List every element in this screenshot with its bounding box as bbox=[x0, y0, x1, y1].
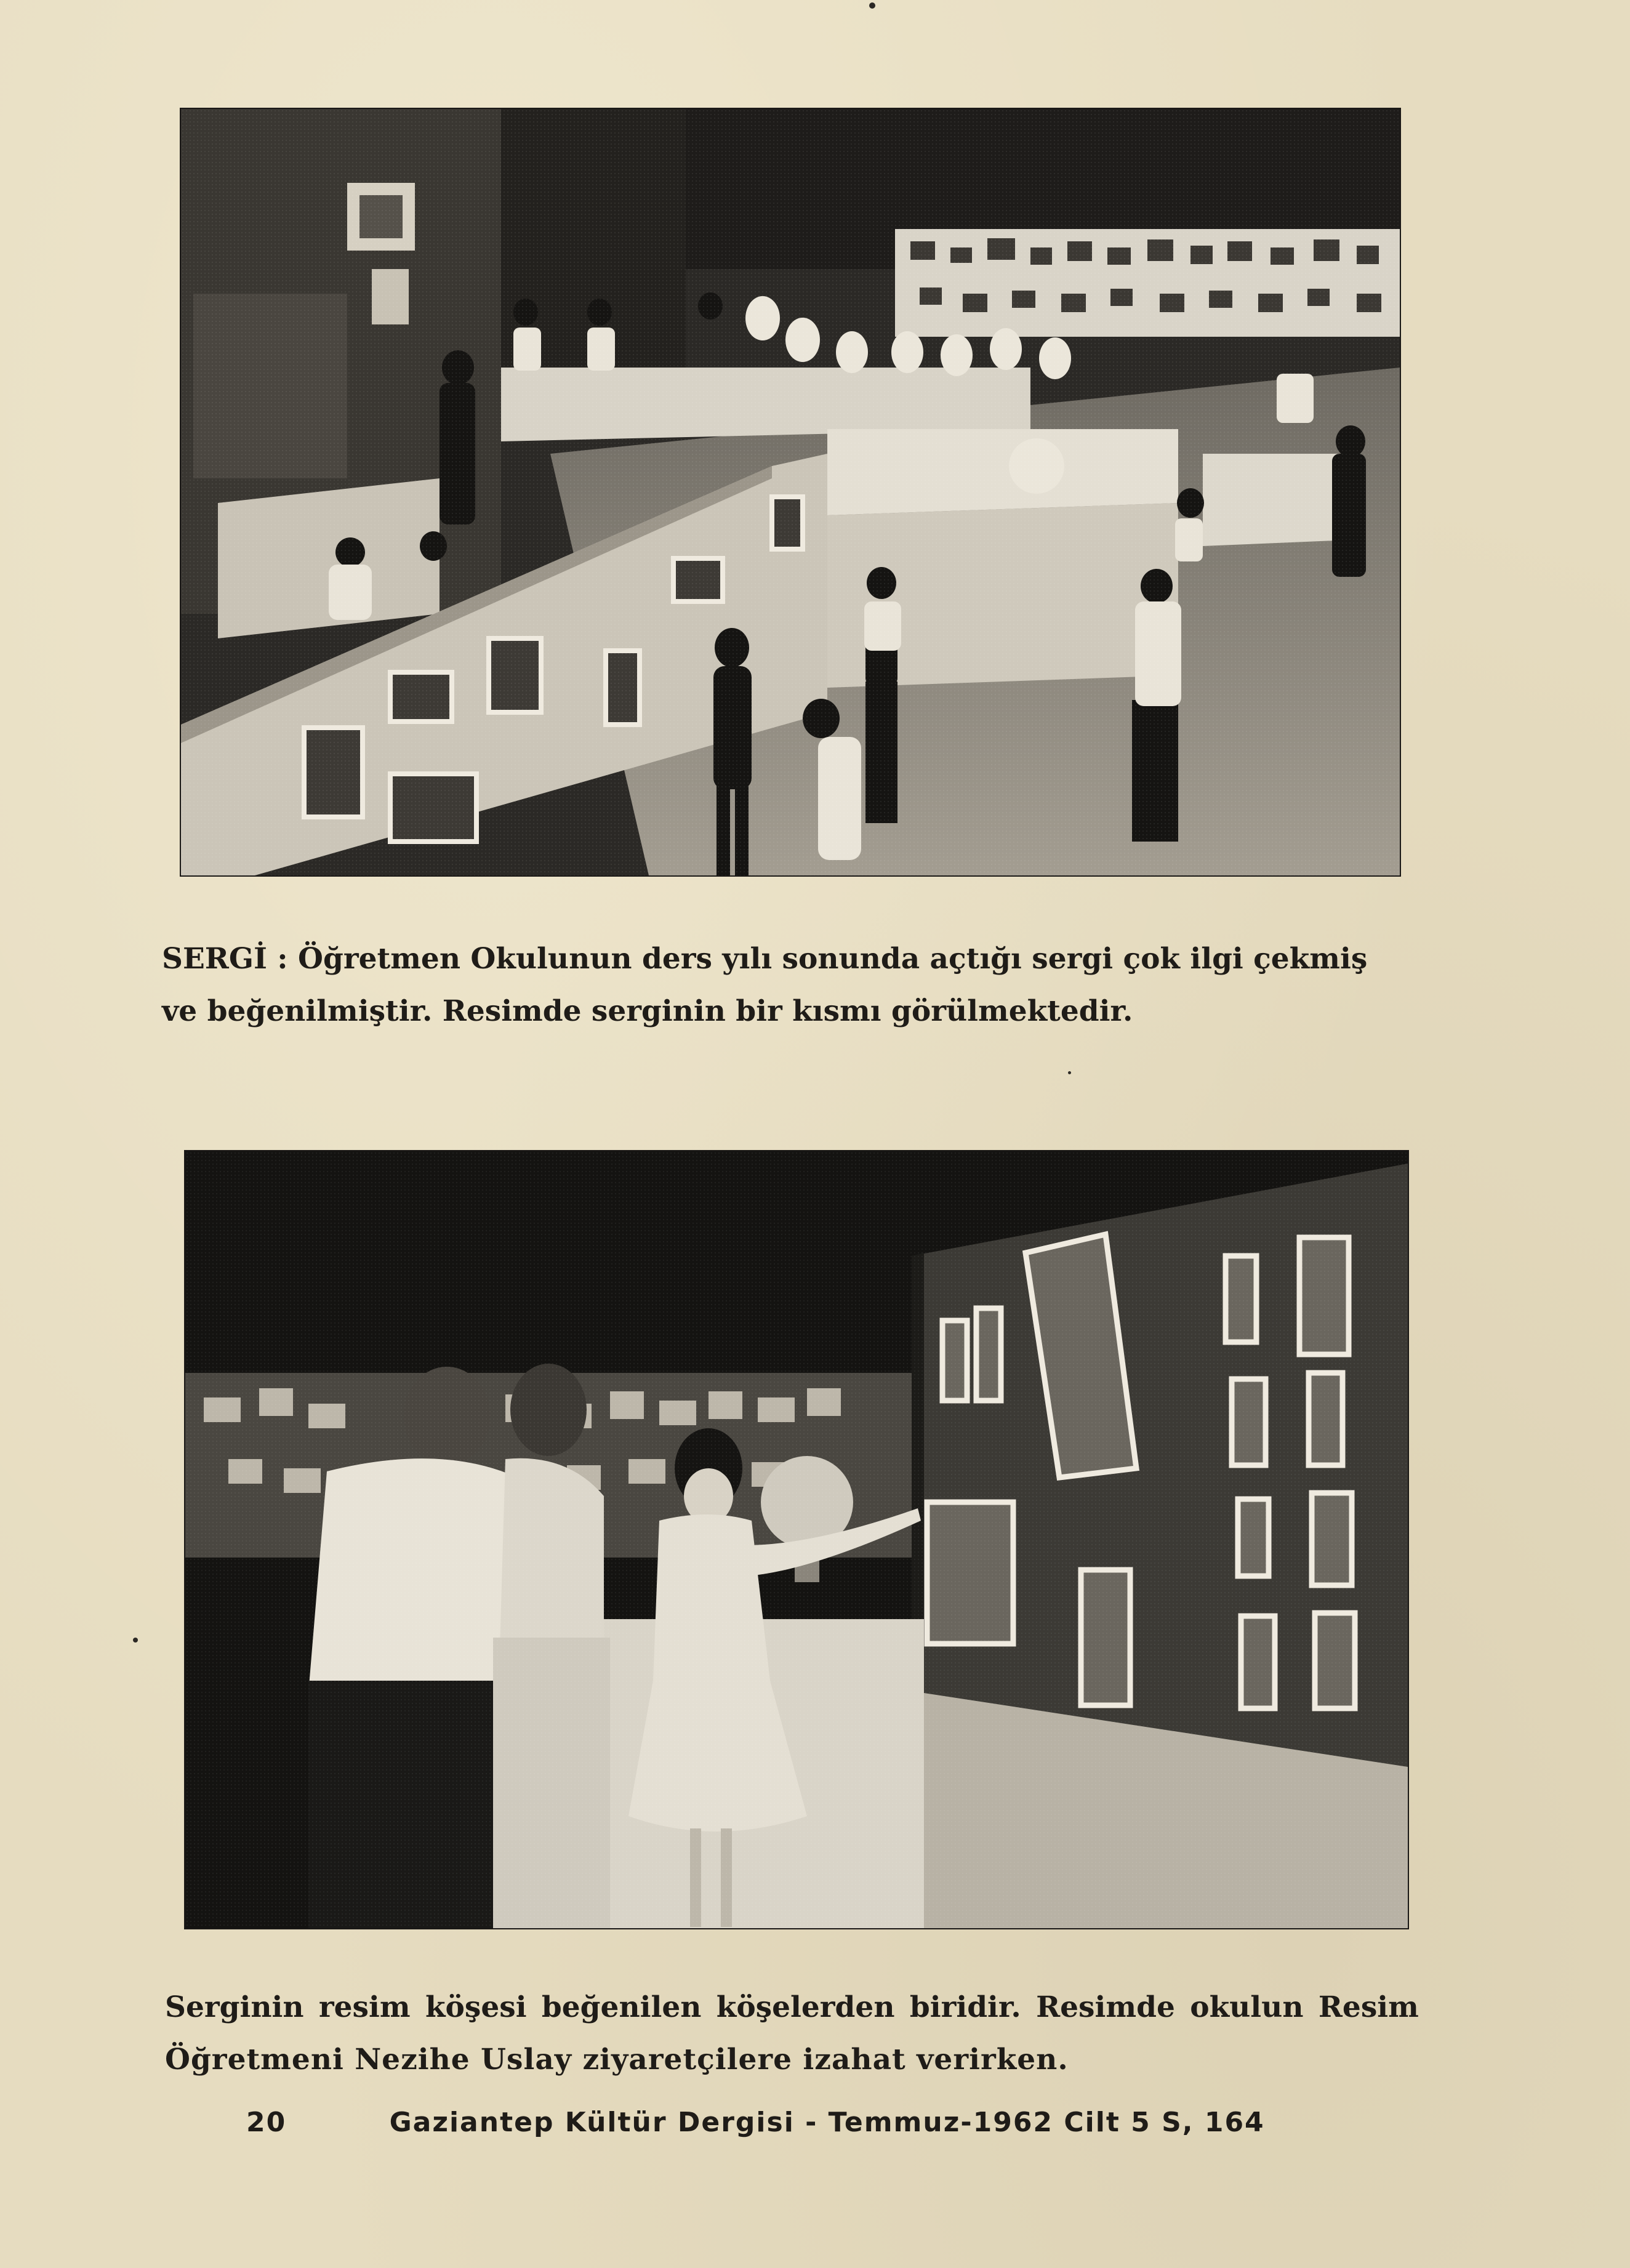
page-number: 20 bbox=[246, 2107, 287, 2138]
exhibition-hall-illustration bbox=[181, 109, 1400, 875]
photo-exhibition-hall bbox=[180, 108, 1401, 877]
publication-info: Gaziantep Kültür Dergisi - Temmuz-1962 Cilt 5 S, 164 bbox=[389, 2107, 1265, 2138]
caption-art-corner bbox=[165, 1981, 1427, 2086]
caption-line: Öğretmeni Nezihe Uslay ziyaretçilere izahat verirken. bbox=[165, 2043, 1069, 2077]
caption-line: Serginin resim köşesi beğenilen köşelerden biridir. Resimde okulun Resim bbox=[165, 1990, 1419, 2024]
caption-exhibition-hall bbox=[162, 933, 1424, 1037]
scan-speck bbox=[1068, 1071, 1071, 1074]
caption-line: ve beğenilmiştir. Resimde serginin bir kısmı görülmektedir. bbox=[162, 994, 1133, 1028]
scan-speck bbox=[133, 1638, 138, 1643]
scan-speck bbox=[869, 2, 875, 9]
art-corner-illustration bbox=[185, 1151, 1408, 1928]
photo-art-corner bbox=[184, 1150, 1409, 1929]
page-footer bbox=[246, 2107, 1265, 2138]
caption-line: SERGİ : Öğretmen Okulunun ders yılı sonunda açtığı sergi çok ilgi çekmiş bbox=[162, 942, 1368, 976]
